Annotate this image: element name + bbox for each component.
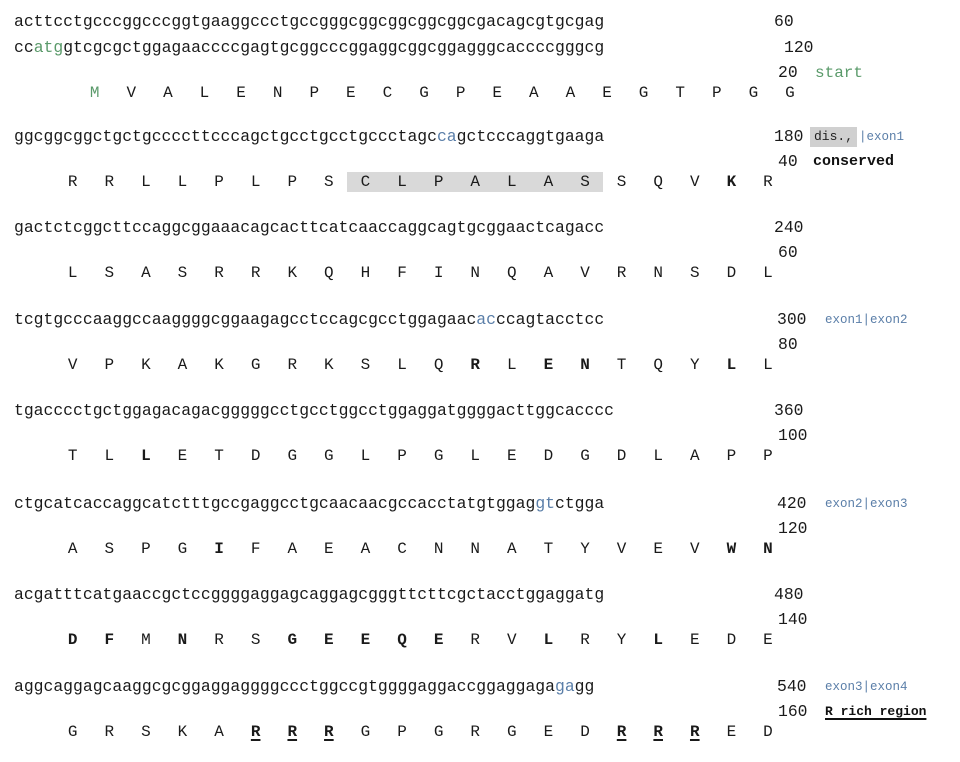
amino-acid-arginine-motif: R — [653, 723, 663, 741]
amino-acid: H — [360, 264, 371, 282]
amino-acid: E — [543, 723, 554, 741]
amino-acid: E — [324, 540, 334, 558]
amino-acid: P — [214, 173, 224, 191]
amino-acid-highlighted: A — [530, 172, 567, 192]
aa-position: 60 — [778, 243, 798, 262]
amino-acid-highlighted: L — [494, 172, 531, 192]
amino-acid-conserved: E — [543, 356, 554, 374]
amino-acid: P — [711, 84, 722, 102]
amino-acid: G — [177, 540, 188, 558]
amino-acid: G — [507, 723, 517, 741]
amino-acid: S — [104, 264, 115, 282]
amino-acid: L — [763, 356, 773, 374]
amino-acid: S — [689, 264, 700, 282]
conserved-label: conserved — [813, 153, 895, 170]
amino-acid: N — [272, 84, 283, 102]
amino-acid-sequence — [16, 152, 786, 212]
amino-acid: Y — [616, 631, 627, 649]
amino-acid: L — [360, 447, 371, 465]
amino-acid-conserved: Q — [397, 631, 407, 649]
amino-acid: E — [763, 631, 773, 649]
amino-acid: V — [689, 173, 700, 191]
amino-acid: G — [324, 447, 334, 465]
amino-acid-conserved: L — [726, 356, 737, 374]
amino-acid: R — [616, 264, 627, 282]
amino-acid: L — [67, 264, 78, 282]
amino-acid: T — [214, 447, 224, 465]
dna-prefix: ggcggcggctgctgccccttcccagctgcctgcctgccctagc — [14, 127, 437, 146]
amino-acid-conserved: R — [470, 356, 481, 374]
amino-acid: L — [397, 356, 407, 374]
amino-acid: M — [89, 84, 100, 102]
amino-acid: K — [177, 723, 188, 741]
amino-acid: Q — [653, 356, 663, 374]
amino-acid: P — [104, 356, 115, 374]
dna-prefix: tcgtgcccaaggccaaggggcggaagagcctccagcgcctggagaac — [14, 310, 477, 329]
amino-acid: M — [141, 631, 151, 649]
amino-acid: R — [250, 264, 261, 282]
dna-suffix: gctcccaggtgaaga — [456, 127, 605, 146]
amino-acid: R — [214, 631, 224, 649]
amino-acid: K — [287, 264, 298, 282]
disorder-tag: dis., — [810, 127, 857, 147]
exon-boundary-label: exon2|exon3 — [825, 497, 908, 511]
aa-position: 120 — [778, 519, 808, 538]
aa-position: 160 — [778, 702, 808, 721]
amino-acid: Q — [324, 264, 334, 282]
amino-acid: E — [507, 447, 517, 465]
amino-acid: E — [689, 631, 700, 649]
amino-acid: D — [250, 447, 261, 465]
amino-acid-conserved: F — [104, 631, 115, 649]
amino-acid: P — [763, 447, 773, 465]
amino-acid: K — [214, 356, 224, 374]
amino-acid-conserved: K — [726, 173, 737, 191]
dna-sequence — [14, 127, 604, 147]
amino-acid: E — [177, 447, 188, 465]
amino-acid: G — [785, 84, 795, 102]
amino-acid: R — [470, 631, 481, 649]
amino-acid: C — [382, 84, 393, 102]
aa-position: 40 — [778, 152, 798, 171]
amino-acid: L — [177, 173, 188, 191]
amino-acid: D — [726, 264, 737, 282]
amino-acid: A — [177, 356, 188, 374]
amino-acid: A — [543, 264, 554, 282]
amino-acid: S — [141, 723, 151, 741]
dna-position: 60 — [774, 12, 794, 31]
dna-sequence — [14, 677, 594, 697]
amino-acid: G — [250, 356, 261, 374]
amino-acid: D — [580, 723, 590, 741]
dna-suffix: gg — [574, 677, 595, 696]
amino-acid: K — [141, 356, 151, 374]
dna-sequence — [14, 494, 604, 514]
dna-position: 480 — [774, 585, 804, 604]
amino-acid: R — [104, 173, 115, 191]
amino-acid: N — [470, 540, 481, 558]
dna-sequence: acttcctgcccggcccggtgaaggccctgccgggcggcggcggcggcgacagcgtgcgag — [14, 12, 605, 31]
amino-acid: V — [507, 631, 517, 649]
amino-acid-sequence — [16, 519, 786, 579]
amino-acid: S — [250, 631, 261, 649]
dna-sequence — [14, 310, 604, 330]
amino-acid: V — [580, 264, 590, 282]
amino-acid: D — [616, 447, 627, 465]
amino-acid: P — [287, 173, 298, 191]
dna-sequence — [14, 38, 604, 58]
amino-acid: F — [250, 540, 261, 558]
aa-position: 80 — [778, 335, 798, 354]
amino-acid: S — [324, 173, 334, 191]
amino-acid: P — [397, 723, 407, 741]
amino-acid: L — [507, 356, 517, 374]
amino-acid-highlighted: L — [384, 172, 421, 192]
amino-acid: V — [689, 540, 700, 558]
amino-acid-conserved: N — [763, 540, 773, 558]
amino-acid: R — [470, 723, 481, 741]
amino-acid: E — [492, 84, 503, 102]
aa-position: 20 — [778, 63, 798, 82]
dna-position: 540 — [777, 677, 807, 696]
dna-prefix: aggcaggagcaaggcgcggaggaggggccctggccgtggggaggaccggaggaga — [14, 677, 555, 696]
amino-acid: V — [126, 84, 137, 102]
amino-acid: L — [653, 447, 663, 465]
amino-acid-conserved: E — [360, 631, 371, 649]
amino-acid-sequence — [38, 63, 808, 123]
r-rich-region-label: R rich region — [825, 704, 927, 719]
dna-position: 420 — [777, 494, 807, 513]
amino-acid: T — [675, 84, 685, 102]
amino-acid: G — [748, 84, 759, 102]
exon-label: |exon1 — [859, 130, 905, 144]
amino-acid-arginine-motif: R — [689, 723, 700, 741]
amino-acid: G — [433, 447, 444, 465]
amino-acid: R — [287, 356, 298, 374]
amino-acid-highlighted: P — [420, 172, 457, 192]
amino-acid-conserved: N — [580, 356, 590, 374]
amino-acid-arginine-motif: R — [616, 723, 627, 741]
amino-acid: A — [689, 447, 700, 465]
dna-prefix: cc — [14, 38, 34, 57]
amino-acid: P — [455, 84, 466, 102]
amino-acid: L — [199, 84, 210, 102]
amino-acid: Y — [689, 356, 700, 374]
dna-sequence: gactctcggcttccaggcggaaacagcacttcatcaaccaggcagtgcggaactcagacc — [14, 218, 605, 237]
amino-acid-conserved: E — [324, 631, 334, 649]
amino-acid: D — [726, 631, 737, 649]
amino-acid: S — [616, 173, 627, 191]
amino-acid: A — [214, 723, 224, 741]
dna-position: 180 — [774, 127, 804, 146]
amino-acid: P — [141, 540, 151, 558]
amino-acid: S — [360, 356, 371, 374]
amino-acid: E — [653, 540, 663, 558]
amino-acid: G — [419, 84, 429, 102]
dna-sequence: acgatttcatgaaccgctccggggaggagcaggagcgggttcttcgctacctggaggatg — [14, 585, 605, 604]
amino-acid: R — [104, 723, 115, 741]
amino-acid: N — [653, 264, 663, 282]
amino-acid-sequence — [16, 426, 786, 486]
amino-acid-highlighted: A — [457, 172, 494, 192]
amino-acid: Y — [580, 540, 590, 558]
amino-acid: R — [67, 173, 78, 191]
amino-acid-sequence — [16, 243, 786, 303]
amino-acid: R — [580, 631, 590, 649]
amino-acid: L — [141, 173, 151, 191]
amino-acid-conserved: G — [287, 631, 298, 649]
amino-acid-sequence — [16, 335, 786, 395]
amino-acid: E — [602, 84, 612, 102]
amino-acid: N — [433, 540, 444, 558]
amino-acid: A — [287, 540, 298, 558]
aa-position: 100 — [778, 426, 808, 445]
start-codon: atg — [33, 38, 64, 57]
dna-suffix: ccagtacctcc — [495, 310, 605, 329]
dna-suffix: ctgga — [555, 494, 605, 513]
amino-acid: D — [763, 723, 773, 741]
start-label: start — [815, 64, 864, 82]
amino-acid: P — [726, 447, 737, 465]
dna-position: 120 — [784, 38, 814, 57]
amino-acid-highlighted: C — [347, 172, 384, 192]
amino-acid: A — [67, 540, 78, 558]
amino-acid: F — [397, 264, 407, 282]
amino-acid: A — [565, 84, 576, 102]
amino-acid: P — [309, 84, 320, 102]
amino-acid: T — [543, 540, 554, 558]
amino-acid-sequence — [16, 702, 786, 762]
amino-acid: S — [104, 540, 115, 558]
amino-acid: V — [616, 540, 627, 558]
amino-acid: A — [163, 84, 173, 102]
amino-acid: Q — [653, 173, 663, 191]
amino-acid: L — [250, 173, 261, 191]
amino-acid: G — [580, 447, 590, 465]
amino-acid: A — [141, 264, 151, 282]
amino-acid-conserved: L — [543, 631, 554, 649]
exon-note — [810, 127, 904, 147]
amino-acid: Q — [433, 356, 444, 374]
dna-position: 360 — [774, 401, 804, 420]
splice-site: ga — [554, 677, 575, 696]
amino-acid: R — [763, 173, 773, 191]
splice-site: gt — [535, 494, 555, 513]
amino-acid: T — [616, 356, 627, 374]
amino-acid: G — [360, 723, 371, 741]
dna-position: 240 — [774, 218, 804, 237]
dna-suffix: gtcgcgctggagaaccccgagtgcggcccggaggcggcggagggcaccccgggcg — [63, 38, 605, 57]
amino-acid: I — [433, 264, 444, 282]
amino-acid-conserved: L — [141, 447, 151, 465]
amino-acid: E — [236, 84, 246, 102]
dna-prefix: ctgcatcaccaggcatctttgccgaggcctgcaacaacgccacctatgtggag — [14, 494, 536, 513]
amino-acid: L — [763, 264, 773, 282]
amino-acid-conserved: E — [433, 631, 444, 649]
amino-acid: G — [67, 723, 78, 741]
amino-acid: A — [507, 540, 517, 558]
amino-acid-conserved: W — [726, 540, 737, 558]
exon-boundary-label: exon3|exon4 — [825, 680, 908, 694]
amino-acid: R — [214, 264, 224, 282]
amino-acid: E — [346, 84, 356, 102]
amino-acid-arginine-motif: R — [324, 723, 334, 741]
amino-acid-conserved: N — [177, 631, 188, 649]
amino-acid: N — [470, 264, 481, 282]
amino-acid: E — [726, 723, 737, 741]
amino-acid-arginine-motif: R — [250, 723, 261, 741]
amino-acid: Q — [507, 264, 517, 282]
amino-acid: P — [397, 447, 407, 465]
dna-sequence: tgacccctgctggagacagacgggggcctgcctggcctggaggatggggacttggcacccc — [14, 401, 614, 420]
dna-position: 300 — [777, 310, 807, 329]
amino-acid: L — [104, 447, 115, 465]
amino-acid-sequence — [16, 610, 786, 670]
amino-acid-conserved: L — [653, 631, 663, 649]
amino-acid-conserved: I — [214, 540, 224, 558]
amino-acid-arginine-motif: R — [287, 723, 298, 741]
amino-acid-conserved: D — [67, 631, 78, 649]
amino-acid: K — [324, 356, 334, 374]
amino-acid: A — [529, 84, 539, 102]
amino-acid-highlighted: S — [567, 172, 604, 192]
amino-acid: G — [287, 447, 298, 465]
amino-acid: L — [470, 447, 481, 465]
aa-position: 140 — [778, 610, 808, 629]
amino-acid: T — [67, 447, 78, 465]
amino-acid: V — [67, 356, 78, 374]
splice-site: ac — [476, 310, 496, 329]
amino-acid: S — [177, 264, 188, 282]
amino-acid: G — [433, 723, 444, 741]
amino-acid: C — [397, 540, 407, 558]
splice-site: ca — [436, 127, 457, 146]
exon-boundary-label: exon1|exon2 — [825, 313, 908, 327]
amino-acid: G — [638, 84, 649, 102]
amino-acid: D — [543, 447, 554, 465]
amino-acid: A — [360, 540, 371, 558]
